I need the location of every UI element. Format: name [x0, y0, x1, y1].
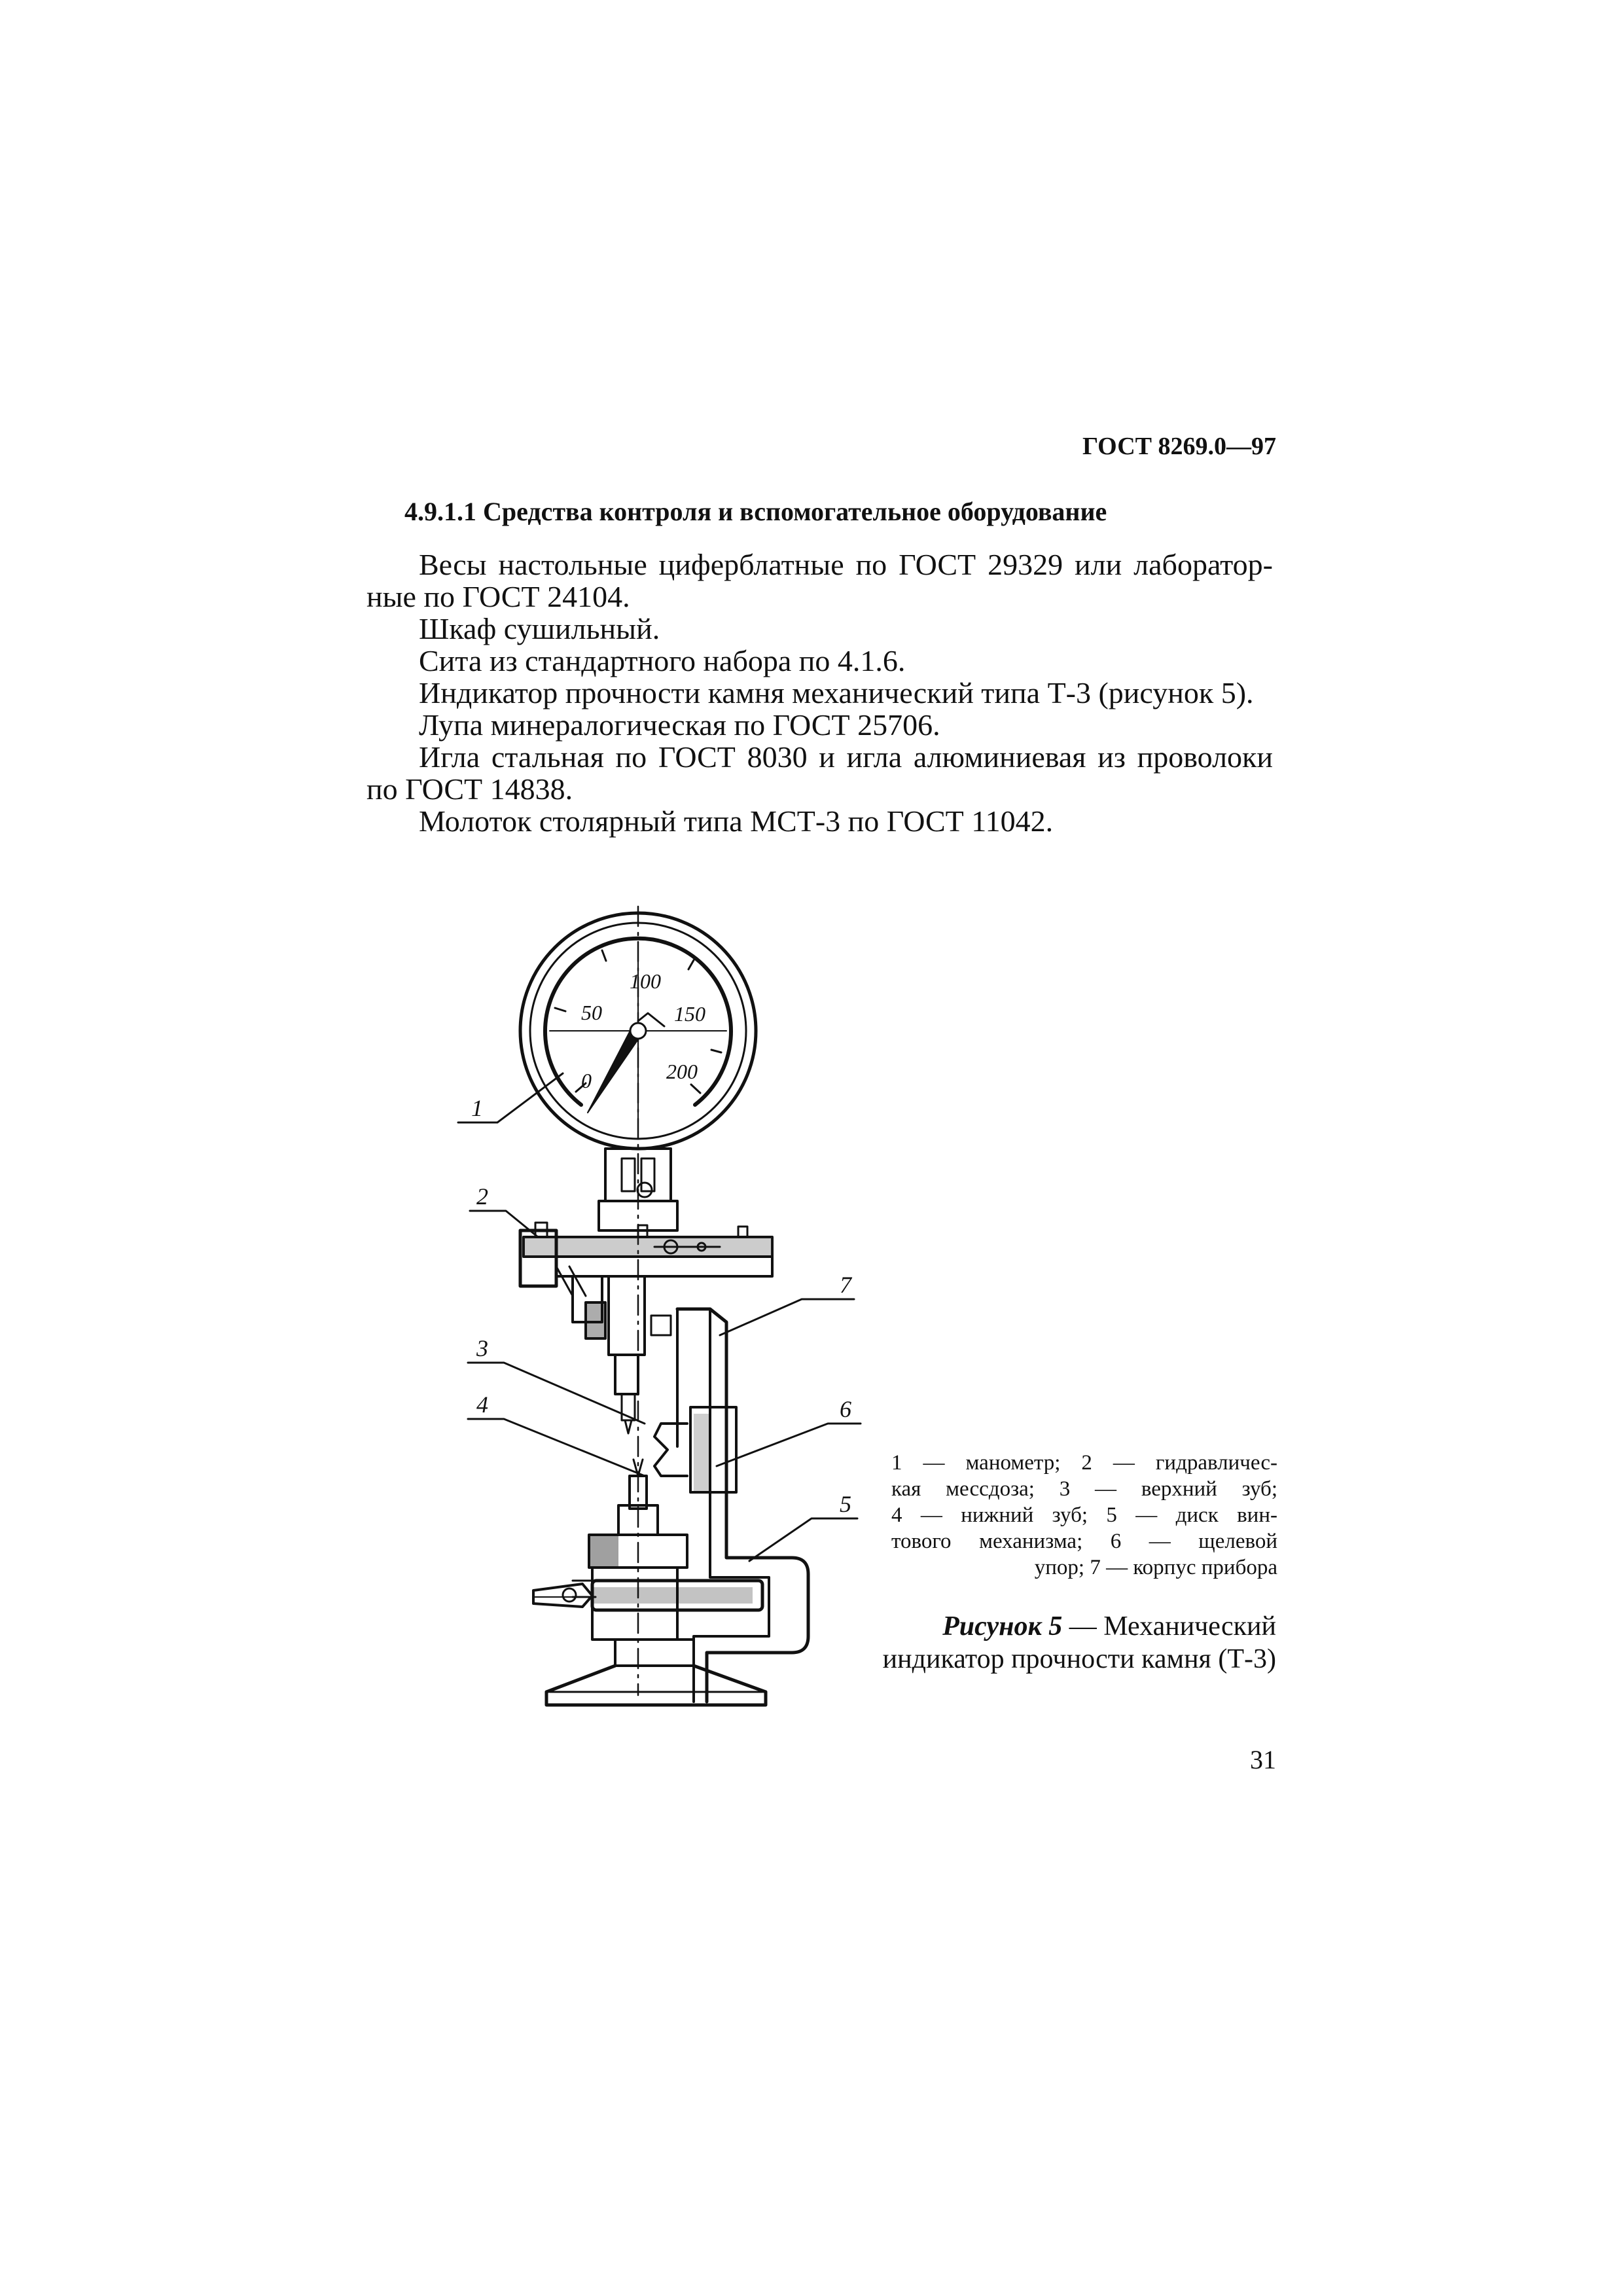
device-drawing [445, 903, 923, 1715]
callout-6: 6 [840, 1396, 851, 1422]
hydraulic-capsule [520, 1149, 772, 1296]
callout-4: 4 [476, 1391, 488, 1418]
paragraph-line: Индикатор прочности камня механический типа Т-3 (рисунок 5). [419, 676, 1254, 709]
dial-label-100: 100 [630, 969, 661, 993]
dial-label-0: 0 [581, 1069, 592, 1092]
caption-title-1: Механический [1103, 1611, 1276, 1641]
dial-label-50: 50 [581, 1001, 602, 1024]
paragraph-magnifier [366, 709, 1273, 741]
paragraph-oven [366, 613, 1273, 645]
screw-disk [533, 1581, 762, 1610]
legend-line: 1 — манометр; 2 — гидравличес- [891, 1451, 1277, 1475]
legend-line: 4 — нижний зуб; 5 — диск вин- [891, 1503, 1277, 1527]
caption-line-1 [844, 1610, 1276, 1643]
paragraph-line: по ГОСТ 14838. [366, 772, 573, 806]
section-heading: 4.9.1.1 Средства контроля и вспомогательное оборудование [404, 497, 1107, 526]
page-number: 31 [1250, 1745, 1276, 1774]
device-body [654, 1309, 808, 1702]
lower-tooth-assembly [573, 1460, 687, 1640]
dial-label-200: 200 [666, 1060, 698, 1083]
callout-5: 5 [840, 1491, 851, 1517]
paragraph-indicator [366, 677, 1273, 709]
legend-line: тового механизма; 6 — щелевой [891, 1530, 1277, 1553]
paragraph-line: ные по ГОСТ 24104. [366, 580, 630, 613]
figure-caption [844, 1610, 1276, 1676]
paragraph-line: Шкаф сушильный. [419, 612, 660, 645]
caption-label: Рисунок 5 [942, 1611, 1063, 1641]
paragraph-line: Лупа минералогическая по ГОСТ 25706. [419, 708, 940, 742]
paragraph-scales [366, 548, 1273, 613]
paragraph-needles [366, 741, 1273, 805]
upper-tooth-assembly [573, 1276, 671, 1433]
figure-legend [891, 1450, 1277, 1581]
device-base [546, 1640, 766, 1705]
dial-label-150: 150 [674, 1002, 705, 1026]
callout-1: 1 [471, 1095, 483, 1121]
paragraph-line: Весы настольные циферблатные по ГОСТ 29329 или лаборатор- [419, 548, 1273, 581]
paragraph-line: Молоток столярный типа МСТ-3 по ГОСТ 11042. [419, 804, 1054, 838]
paragraph-line: Игла стальная по ГОСТ 8030 и игла алюминиевая из проволоки [419, 740, 1273, 774]
document-code: ГОСТ 8269.0—97 [1082, 433, 1276, 460]
caption-line-2: индикатор прочности камня (Т-3) [882, 1644, 1276, 1674]
callout-7: 7 [840, 1272, 851, 1298]
paragraph-sieves [366, 645, 1273, 677]
callout-2: 2 [476, 1183, 488, 1210]
callout-3: 3 [476, 1335, 488, 1361]
paragraph-hammer [366, 805, 1273, 837]
legend-line: кая мессдоза; 3 — верхний зуб; [891, 1477, 1277, 1501]
manometer-dial [520, 913, 756, 1149]
caption-dash: — [1062, 1611, 1104, 1641]
paragraph-line: Сита из стандартного набора по 4.1.6. [419, 644, 906, 677]
legend-line: упор; 7 — корпус прибора [1034, 1556, 1277, 1579]
